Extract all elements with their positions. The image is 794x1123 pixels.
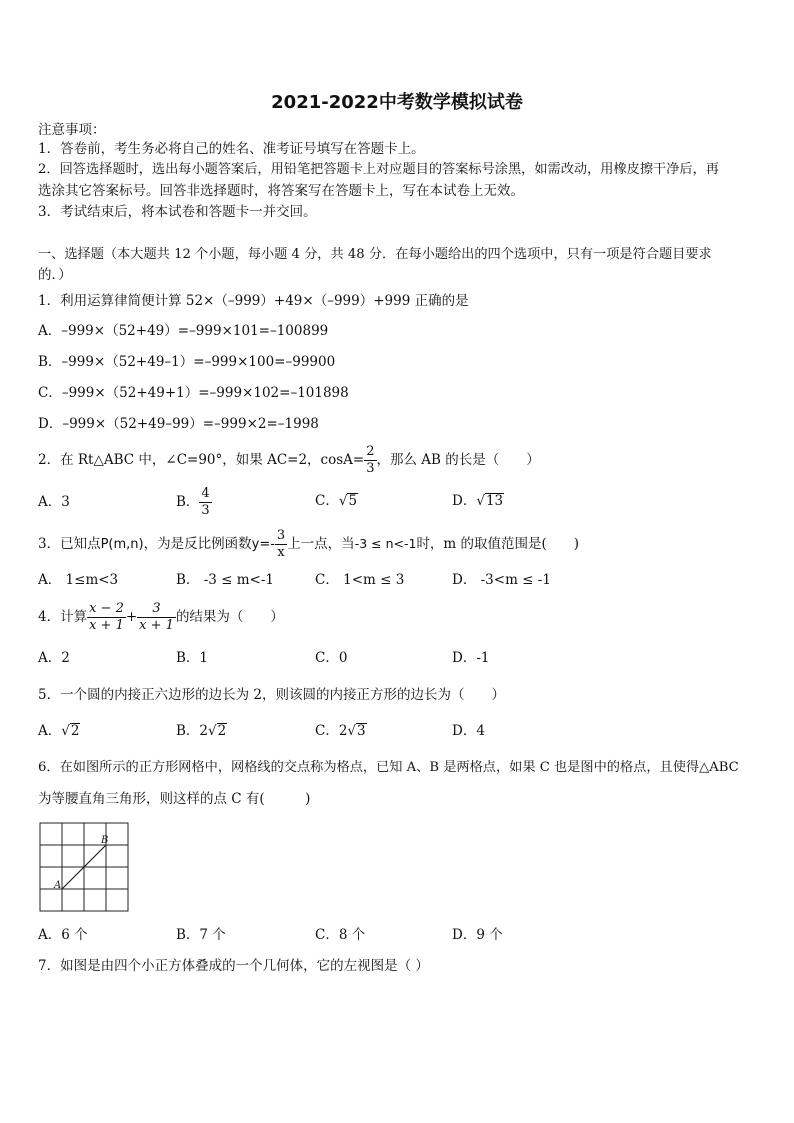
q2-option-d-sqrt: √13 [476, 493, 504, 509]
q2-fraction [364, 444, 376, 477]
q2-option-b-label: B． [176, 494, 200, 510]
q3-stem-mid: ，为是反比例函数 [143, 536, 252, 552]
notes-item-3: 3．考试结束后，将本试卷和答题卡一并交回。 [38, 204, 317, 220]
q3-stem-end: 时，m 的取值范围是( ) [416, 536, 580, 552]
q6-option-b: B．7 个 [176, 927, 226, 943]
q6-grid-figure [39, 822, 131, 914]
section-heading-line2: 的．） [38, 267, 72, 283]
q5-option-c-radicand: 3 [357, 723, 366, 739]
q5-option-c-sqrt: √3 [347, 723, 366, 739]
q5-option-c-label: C．2 [315, 723, 348, 739]
q2-option-c-radicand: 5 [348, 493, 358, 509]
q4-option-b: B．1 [176, 650, 209, 666]
q2-option-b [176, 484, 212, 520]
notes-item-1: 1．答卷前，考生务必将自己的姓名、准考证号填写在答题卡上。 [38, 141, 425, 157]
q3-fraction-den: x [277, 545, 285, 560]
q4-fraction-1-num: x − 2 [89, 601, 124, 616]
q3-option-c: C． 1<m ≤ 3 [315, 572, 405, 588]
q3-option-a: A． 1≤m<3 [38, 572, 119, 588]
q1-option-c: C．–999×（52+49+1）=–999×102=–101898 [38, 385, 349, 401]
q2-option-c [315, 492, 358, 510]
q2-stem-pre: 2．在 Rt△ABC 中，∠C=90°，如果 AC=2，cosA= [38, 452, 365, 468]
section-heading-line1: 一、选择题（本大题共 12 个小题，每小题 4 分，共 48 分．在每小题给出的四个选项中，只有一项是符合题目要求 [38, 247, 712, 262]
q3-condition: -3 ≤ n<-1 [354, 536, 417, 551]
q5-option-b-label: B．2 [176, 723, 209, 739]
q4-fraction-2-num: 3 [137, 601, 176, 618]
q3-point: P(m,n) [100, 537, 144, 552]
q4-fraction-2-den: x + 1 [139, 618, 174, 633]
q7-stem: 7．如图是由四个小正方体叠成的一个几何体，它的左视图是（ ） [38, 958, 429, 974]
q5-stem: 5．一个圆的内接正六边形的边长为 2，则该圆的内接正方形的边长为（ ） [38, 687, 505, 703]
point-b-label: B [101, 835, 109, 846]
q5-option-b [176, 722, 227, 740]
q3-option-b: B． -3 ≤ m<-1 [176, 572, 275, 588]
notes-item-2-line1: 2．回答选择题时，选出每小题答案后，用铅笔把答题卡上对应题目的答案标号涂黑，如需改动，用橡皮擦干净后，再 [38, 162, 719, 177]
q6-option-d: D．9 个 [452, 927, 503, 943]
q3-option-d: D． -3<m ≤ -1 [452, 572, 551, 588]
q1-option-b: B．–999×（52+49–1）=–999×100=–99900 [38, 354, 336, 370]
point-a-label: A [54, 880, 62, 891]
q2-option-d [452, 492, 504, 510]
q5-option-b-sqrt: √2 [208, 723, 227, 739]
q2-stem [38, 440, 540, 480]
page-title: 2021-2022中考数学模拟试卷 [271, 92, 523, 113]
notes-item-2-line2: 选涂其它答案标号。回答非选择题时，将答案写在答题卡上，写在本试卷上无效。 [38, 183, 524, 199]
q3-stem [38, 524, 579, 565]
q2-option-a-label: A． [38, 494, 62, 510]
q6-stem-line2: 为等腰直角三角形，则这样的点 C 有( ) [38, 791, 311, 807]
q6-option-a: A．6 个 [38, 927, 88, 943]
q4-fraction-1-den: x + 1 [89, 618, 124, 633]
q4-stem [38, 597, 284, 637]
notes-heading: 注意事项： [38, 122, 106, 138]
q1-stem: 1．利用运算律简便计算 52×（–999）+49×（–999）+999 正确的是 [38, 293, 469, 309]
q2-option-d-radicand: 13 [485, 493, 504, 509]
q1-option-a: A．–999×（52+49）=–999×101=–100899 [38, 323, 329, 339]
q2-option-c-label: C． [315, 493, 339, 509]
q4-option-c: C．0 [315, 650, 348, 666]
q4-fraction-2 [137, 601, 176, 634]
q3-stem-post: 上一点，当 [287, 536, 355, 552]
q4-stem-pre: 4．计算 [38, 609, 88, 625]
q4-stem-post: 的结果为（ ） [175, 609, 284, 625]
q4-plus: + [125, 609, 138, 625]
q5-option-a [38, 722, 80, 740]
q5-option-c [315, 722, 367, 740]
q5-option-b-radicand: 2 [217, 723, 227, 739]
q6-option-c: C．8 个 [315, 927, 366, 943]
q2-option-c-sqrt: √5 [338, 493, 358, 509]
q3-fraction [275, 528, 287, 561]
q4-option-a: A．2 [38, 650, 70, 666]
q2-fraction-num: 2 [366, 444, 375, 459]
q1-option-d: D．–999×（52+49–99）=–999×2=–1998 [38, 416, 319, 432]
q5-option-a-sqrt: √2 [61, 723, 80, 739]
q4-fraction-1 [87, 601, 126, 634]
q3-function: y=- [251, 537, 275, 552]
q4-option-d: D．-1 [452, 650, 490, 666]
q2-option-d-label: D． [452, 493, 477, 509]
q6-stem-line1: 6．在如图所示的正方形网格中，网格线的交点称为格点，已知 A、B 是两格点，如果 C 也是图中的格点，且使得△ABC [38, 760, 739, 775]
q2-stem-post: ，那么 AB 的长是（ ） [376, 452, 540, 468]
q2-option-a [38, 484, 70, 520]
q2-option-b-fraction [199, 486, 211, 519]
q5-option-a-radicand: 2 [70, 723, 80, 739]
q2-option-b-den: 3 [201, 503, 210, 518]
q2-option-a-value: 3 [61, 494, 70, 510]
q2-option-b-num: 4 [201, 486, 210, 501]
q5-option-d: D．4 [452, 723, 485, 739]
q2-fraction-den: 3 [366, 461, 375, 476]
q5-option-a-label: A． [38, 723, 62, 739]
q3-stem-pre: 3．已知点 [38, 536, 101, 552]
q3-fraction-num: 3 [276, 528, 286, 543]
